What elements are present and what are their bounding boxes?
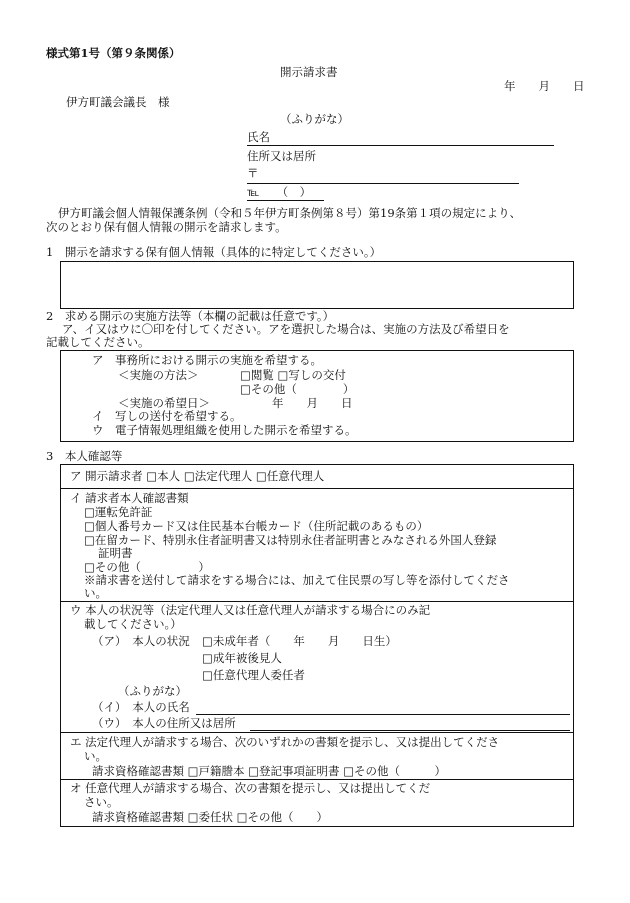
id-docs-heading: イ 請求者本人確認書類: [70, 491, 189, 505]
legal-rep-text-2: い。: [84, 749, 107, 763]
section3-heading: 3 本人確認等: [46, 449, 123, 463]
id-docs-note: ※請求書を送付して請求をする場合には、加えて住民票の写し等を添付してくださ: [84, 573, 510, 587]
address-label: 住所又は居所: [247, 149, 316, 163]
tel-label: ℡ （ ）: [247, 185, 312, 199]
id-docs-note-2: い。: [84, 586, 107, 600]
divider: [60, 488, 574, 489]
section2-heading: 2 求める開示の実施方法等（本欄の記載は任意です。）: [46, 309, 335, 323]
method-other[interactable]: □その他（ ）: [240, 382, 355, 396]
tel-field[interactable]: [247, 200, 324, 201]
status-minor[interactable]: □未成年者（ 年 月 日生）: [202, 634, 397, 648]
agent-docs[interactable]: 請求資格確認書類 □委任状 □その他（ ）: [92, 810, 329, 824]
date-field[interactable]: 年 月 日: [504, 79, 585, 93]
id-doc-license[interactable]: □運転免許証: [84, 505, 153, 519]
address-field[interactable]: [247, 183, 519, 184]
status-ward[interactable]: □成年被後見人: [202, 651, 282, 665]
method-options[interactable]: □閲覧 □写しの交付: [240, 368, 346, 382]
form-number: 様式第1号（第９条関係）: [46, 46, 181, 60]
legal-rep-docs[interactable]: 請求資格確認書類 □戸籍謄本 □登記事項証明書 □その他（ ）: [92, 764, 447, 778]
status-principal[interactable]: □任意代理人委任者: [202, 668, 305, 682]
intro-text-2: 次のとおり保有個人情報の開示を請求します。: [46, 220, 287, 234]
principal-status-heading: ウ 本人の状況等（法定代理人又は任意代理人が請求する場合にのみ記: [70, 603, 431, 617]
section2-note: ア、イ又はウに〇印を付してください。アを選択した場合は、実施の方法及び希望日を: [62, 322, 510, 336]
section1-heading: 1 開示を請求する保有個人情報（具体的に特定してください。）: [46, 245, 382, 259]
principal-name-label: （イ） 本人の氏名: [92, 700, 190, 714]
divider: [60, 601, 574, 602]
preferred-date[interactable]: 年 月 日: [272, 396, 353, 410]
principal-address-label: （ウ） 本人の住所又は居所: [92, 716, 236, 730]
method-label: ＜実施の方法＞: [118, 368, 199, 382]
addressee: 伊方町議会議長 様: [66, 95, 170, 109]
principal-status-heading-2: 載してください。）: [84, 617, 182, 631]
name-field[interactable]: [247, 145, 554, 146]
divider: [60, 779, 574, 780]
date-label: ＜実施の希望日＞: [118, 396, 210, 410]
option-u[interactable]: ウ 電子情報処理組織を使用した開示を希望する。: [92, 423, 357, 437]
furigana-label: （ふりがな）: [280, 112, 349, 126]
agent-text: オ 任意代理人が請求する場合、次の書類を提示し、又は提出してくだ: [70, 781, 431, 795]
requester-type[interactable]: ア 開示請求者 □本人 □法定代理人 □任意代理人: [70, 469, 325, 483]
id-doc-residence[interactable]: □在留カード、特別永住者証明書又は特別永住者証明書とみなされる外国人登録: [84, 533, 497, 547]
intro-text: 伊方町議会個人情報保護条例（令和５年伊方町条例第８号）第19条第１項の規定により、: [58, 206, 522, 220]
id-doc-mynumber[interactable]: □個人番号カード又は住民基本台帳カード（住所記載のあるもの）: [84, 519, 429, 533]
principal-name-field[interactable]: [196, 714, 570, 715]
id-doc-other[interactable]: □その他（ ）: [84, 560, 210, 574]
legal-rep-text: エ 法定代理人が請求する場合、次のいずれかの書類を提示し、又は提出してくださ: [70, 735, 500, 749]
section2-note-2: 記載してください。: [46, 335, 150, 349]
page-title: 開示請求書: [280, 65, 338, 79]
option-a[interactable]: ア 事務所における開示の実施を希望する。: [92, 353, 322, 367]
id-doc-residence-cont: 証明書: [98, 546, 133, 560]
agent-text-2: さい。: [84, 795, 119, 809]
principal-furigana: （ふりがな）: [118, 684, 187, 698]
section1-input-box[interactable]: [60, 261, 574, 309]
divider: [60, 732, 574, 733]
postal-mark: 〒: [247, 166, 259, 180]
name-label: 氏名: [247, 130, 270, 144]
status-label: （ア） 本人の状況: [92, 634, 190, 648]
principal-address-field[interactable]: [250, 730, 570, 731]
option-i[interactable]: イ 写しの送付を希望する。: [92, 409, 242, 423]
